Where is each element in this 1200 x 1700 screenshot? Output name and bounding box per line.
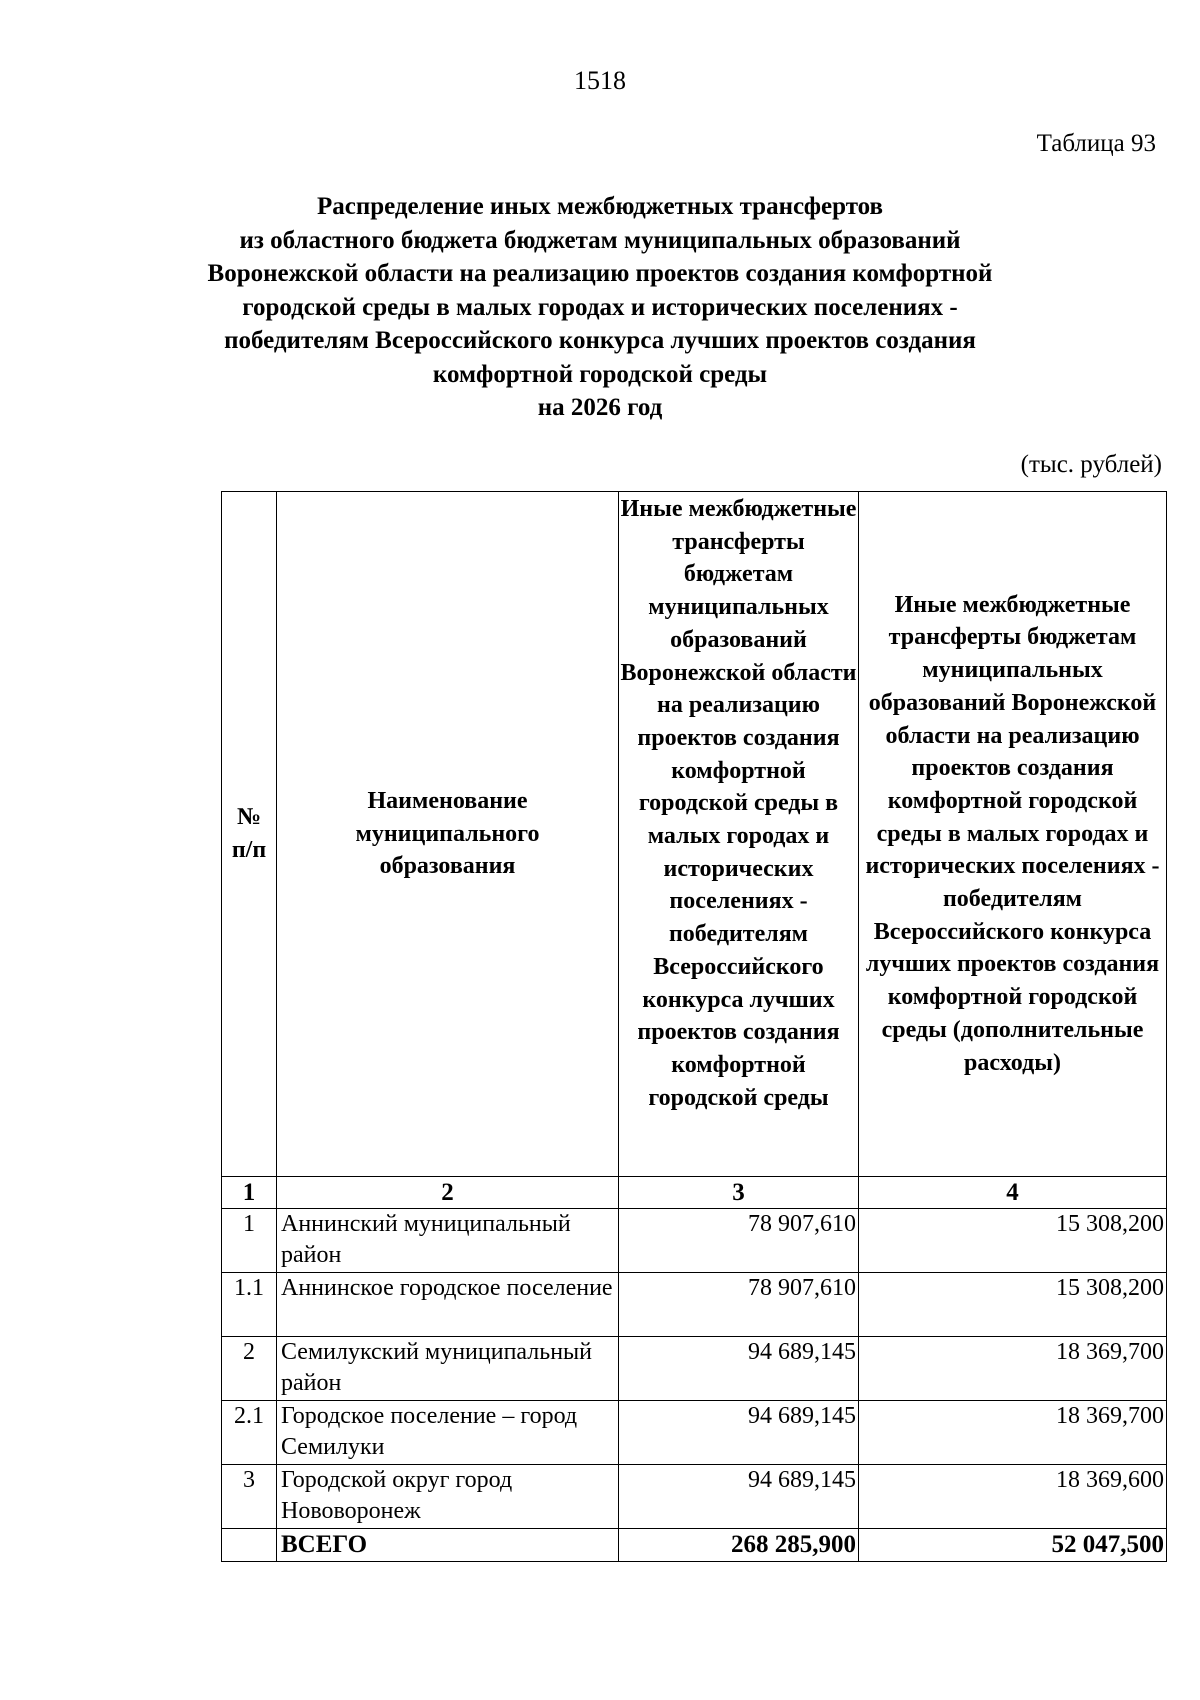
table-row xyxy=(222,1337,1167,1401)
total-index xyxy=(222,1529,277,1562)
row-value-additional: 15 308,200 xyxy=(859,1209,1167,1273)
table-label: Таблица 93 xyxy=(1036,130,1156,157)
header-number: № п/п xyxy=(222,492,277,1177)
title-line: победителям Всероссийского конкурса лучших проектов создания xyxy=(224,327,976,354)
row-value-additional: 15 308,200 xyxy=(859,1273,1167,1337)
row-value-additional: 18 369,700 xyxy=(859,1337,1167,1401)
row-value-additional: 18 369,700 xyxy=(859,1401,1167,1465)
row-index: 1 xyxy=(222,1209,277,1273)
row-name: Аннинское городское поселение xyxy=(277,1273,619,1337)
title-line: комфортной городской среды xyxy=(432,360,768,388)
row-value-additional: 18 369,600 xyxy=(859,1465,1167,1529)
page-number: 1518 xyxy=(574,66,626,95)
column-number: 4 xyxy=(859,1177,1167,1209)
row-name: Городское поселение – город Семилуки xyxy=(277,1401,619,1465)
row-value-transfers: 94 689,145 xyxy=(619,1337,859,1401)
document-title xyxy=(100,190,1100,425)
title-line: Распределение иных межбюджетных трансфертов xyxy=(316,193,884,220)
header-transfers-additional: Иные межбюджетные трансферты бюджетам муниципальных образований Воронежской области на реализацию проектов создания комфортной городской среды в малых городах и исторических поселениях - победителям Всероссийского конкурса лучших проектов создания комфортной городской среды (дополнительные расходы) xyxy=(859,492,1167,1177)
row-value-transfers: 78 907,610 xyxy=(619,1209,859,1273)
title-line: Воронежской области на реализацию проектов создания комфортной xyxy=(207,260,993,287)
row-name: Семилукский муниципальный район xyxy=(277,1337,619,1401)
header-name: Наименование муниципального образования xyxy=(277,492,619,1177)
column-number-row xyxy=(222,1177,1167,1209)
title-line: из областного бюджета бюджетам муниципальных образований xyxy=(239,226,961,254)
table-row xyxy=(222,1273,1167,1337)
total-value-additional: 52 047,500 xyxy=(859,1529,1167,1562)
title-line: на 2026 год xyxy=(537,394,663,421)
header-transfers: Иные межбюджетные трансферты бюджетам муниципальных образований Воронежской области на реализацию проектов создания комфортной городской среды в малых городах и исторических поселениях - победителям Всероссийского конкурса лучших проектов создания комфортной городской среды xyxy=(619,492,859,1177)
row-name: Городской округ город Нововоронеж xyxy=(277,1465,619,1529)
column-number: 1 xyxy=(222,1177,277,1209)
row-index: 1.1 xyxy=(222,1273,277,1337)
row-value-transfers: 94 689,145 xyxy=(619,1401,859,1465)
total-value-transfers: 268 285,900 xyxy=(619,1529,859,1562)
header-row xyxy=(222,492,1167,1177)
table-row xyxy=(222,1401,1167,1465)
row-name: Аннинский муниципальный район xyxy=(277,1209,619,1273)
row-value-transfers: 94 689,145 xyxy=(619,1465,859,1529)
table-row xyxy=(222,1465,1167,1529)
row-value-transfers: 78 907,610 xyxy=(619,1273,859,1337)
column-number: 3 xyxy=(619,1177,859,1209)
title-line: городской среды в малых городах и исторических поселениях - xyxy=(242,293,958,321)
total-label: ВСЕГО xyxy=(277,1529,619,1562)
distribution-table xyxy=(221,491,1167,1562)
total-row xyxy=(222,1529,1167,1562)
row-index: 3 xyxy=(222,1465,277,1529)
column-number: 2 xyxy=(277,1177,619,1209)
table-row xyxy=(222,1209,1167,1273)
row-index: 2 xyxy=(222,1337,277,1401)
row-index: 2.1 xyxy=(222,1401,277,1465)
units-label: (тыс. рублей) xyxy=(1020,451,1162,478)
